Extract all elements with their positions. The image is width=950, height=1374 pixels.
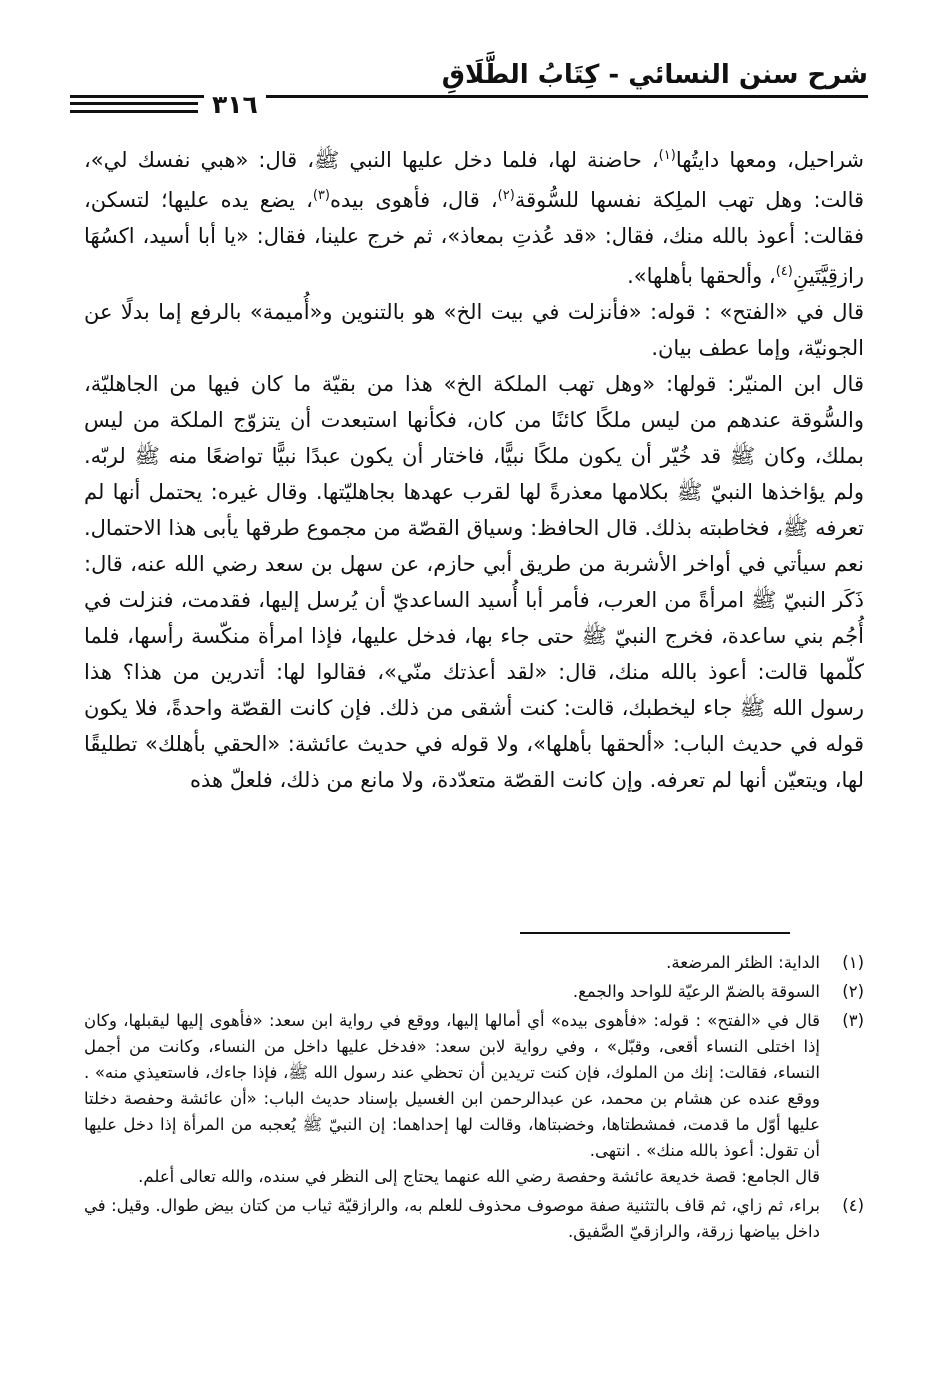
page-number-rule-lower [70, 110, 198, 113]
footnote-4 [84, 1193, 864, 1245]
footnote-text: قال الجامع: قصة خديعة عائشة وحفصة رضي الله عنهما يحتاج إلى النظر في سنده، والله تعالى أعلم. [138, 1167, 820, 1186]
footnote-number: (٤) [842, 1196, 864, 1215]
footnote-1 [84, 950, 864, 976]
footnote-ref-4: (٤) [775, 264, 793, 279]
paragraph-1-text: ، يضع يده عليها؛ لتسكن، فقالت: أعوذ بالله منك، فقال: «قد عُذتِ بمعاذ»، ثم خرج علينا، فقال: «يا أبا أسيد، اكسُهَا رازقِيَّتَينِ [84, 188, 864, 288]
paragraph-3: قال ابن المنيّر: قولها: «وهل تهب الملكة الخ» هذا من بقيّة ما كان فيها من الجاهليّة، والسُّوقة عندهم من ليس ملكًا كائنًا من كان، فكأنها استبعدت أن يتزوّج الملكة من ليس بملك، وكان ﷺ قد خُيّر أن يكون ملكًا نبيًّا، فاختار أن يكون عبدًا نبيًّا تواضعًا منه ﷺ لربّه. ولم يؤاخذها النبيّ ﷺ بكلامها معذرةً لها لقرب عهدها بجاهليّتها. وقال غيره: يحتمل أنها لم تعرفه ﷺ، فخاطبته بذلك. قال الحافظ: وسياق القصّة من مجموع طرقها يأبى هذا الاحتمال. نعم سيأتي في أواخر الأشربة من طريق أبي حازم، عن سهل بن سعد رضي الله عنه، قال: ذَكَر النبيّ ﷺ امرأةً من العرب، فأمر أبا أُسيد الساعديّ أن يُرسل إليها، فقدمت، فنزلت في أُجُم بني ساعدة، فخرج النبيّ ﷺ حتى جاء بها، فدخل عليها، فإذا امرأة منكّسة رأسها، فلما كلّمها قالت: أعوذ بالله منك، قال: «لقد أعذتك منّي»، فقالوا لها: أتدرين من هذا؟ هذا رسول الله ﷺ جاء ليخطبك، قالت: كنت أشقى من ذلك. فإن كانت القصّة واحدةً، فلا يكون قوله في حديث الباب: «ألحقها بأهلها»، ولا قوله في حديث عائشة: «الحقي بأهلك» تطليقًا لها، ويتعيّن أنها لم تعرفه. وإن كانت القصّة متعدّدة، ولا مانع من ذلك، فلعلّ هذه [84, 372, 864, 792]
footnote-3 [84, 1008, 864, 1190]
footnote-number: (٢) [842, 982, 864, 1001]
paragraph-2: قال في «الفتح» : قوله: «فأنزلت في بيت الخ» هو بالتنوين و«أُميمة» بالرفع إما بدلًا عن الجونيّة، وإما عطف بيان. [84, 300, 864, 360]
paragraph-1-text: شراحيل، ومعها دايتُها [675, 148, 864, 172]
footnote-text: الداية: الظئر المرضعة. [666, 953, 820, 972]
footnote-body [84, 1008, 820, 1190]
footnote-text: براء، ثم زاي، ثم قاف بالتثنية صفة موصوف محذوف للعلم به، والرازقيّة ثياب من كتان بيض طوال. وقيل: في داخل بياضها زرقة، والرازقيّ الصَّفيق. [84, 1196, 820, 1241]
footnotes [84, 950, 864, 1248]
footnote-ref-1: (١) [658, 148, 676, 163]
footnote-body [84, 979, 820, 1005]
page-number-rule-upper [70, 102, 198, 105]
footnote-number: (١) [842, 953, 864, 972]
paragraph-1-text: ، وألحقها بأهلها». [627, 264, 776, 288]
footnote-ref-3: (٣) [312, 188, 330, 203]
footnote-2 [84, 979, 864, 1005]
footnote-body [84, 1193, 820, 1245]
footnote-number: (٣) [842, 1011, 864, 1030]
paragraph-1-text: ، قال، فأهوى بيده [329, 188, 498, 212]
running-title: شرح سنن النسائي - كِتَابُ الطَّلَاقِ [441, 60, 868, 90]
footnote-body [84, 950, 820, 976]
page-header [70, 52, 868, 122]
footnote-text: قال في «الفتح» : قوله: «فأهوى بيده» أي أمالها إليها، ووقع في رواية ابن سعد: «فأهوى إليها ليقبلها، وكان إذا اختلى النساء أقعى، وقبّل» ، وفي رواية لابن سعد: «فدخل عليها داخل من النساء، وكانت من أجمل النساء، فقالت: إنك من الملوك، فإن كنت تريدين أن تحظي عند رسول الله ﷺ، فإذا جاءك، فاستعيذي منه» . ووقع عنده عن هشام بن محمد، عن عبدالرحمن ابن الغسيل بإسناد حديث الباب: «أن عائشة وحفصة دخلتا عليها أوّل ما قدمت، فمشطتاها، وخضبتاها، وقالت لها إحداهما: إن النبيّ ﷺ يُعجبه من المرأة إذا دخل عليها أن تقول: أعوذ بالله منك» . انتهى. [84, 1011, 820, 1160]
main-text [84, 138, 864, 798]
paragraph-1-text: ، حاضنة لها، فلما دخل عليها النبي ﷺ، قال: «هبي نفسك لي»، قالت: وهل تهب الملِكة نفسها للسُّوقة [84, 148, 865, 212]
paragraph-1 [84, 138, 864, 294]
header-rule [70, 95, 868, 98]
footnote-ref-2: (٢) [497, 188, 515, 203]
footnote-separator [520, 932, 790, 934]
footnote-text: السوقة بالضمّ الرعيّة للواحد والجمع. [572, 982, 820, 1001]
page-number: ٣١٦ [204, 90, 266, 120]
